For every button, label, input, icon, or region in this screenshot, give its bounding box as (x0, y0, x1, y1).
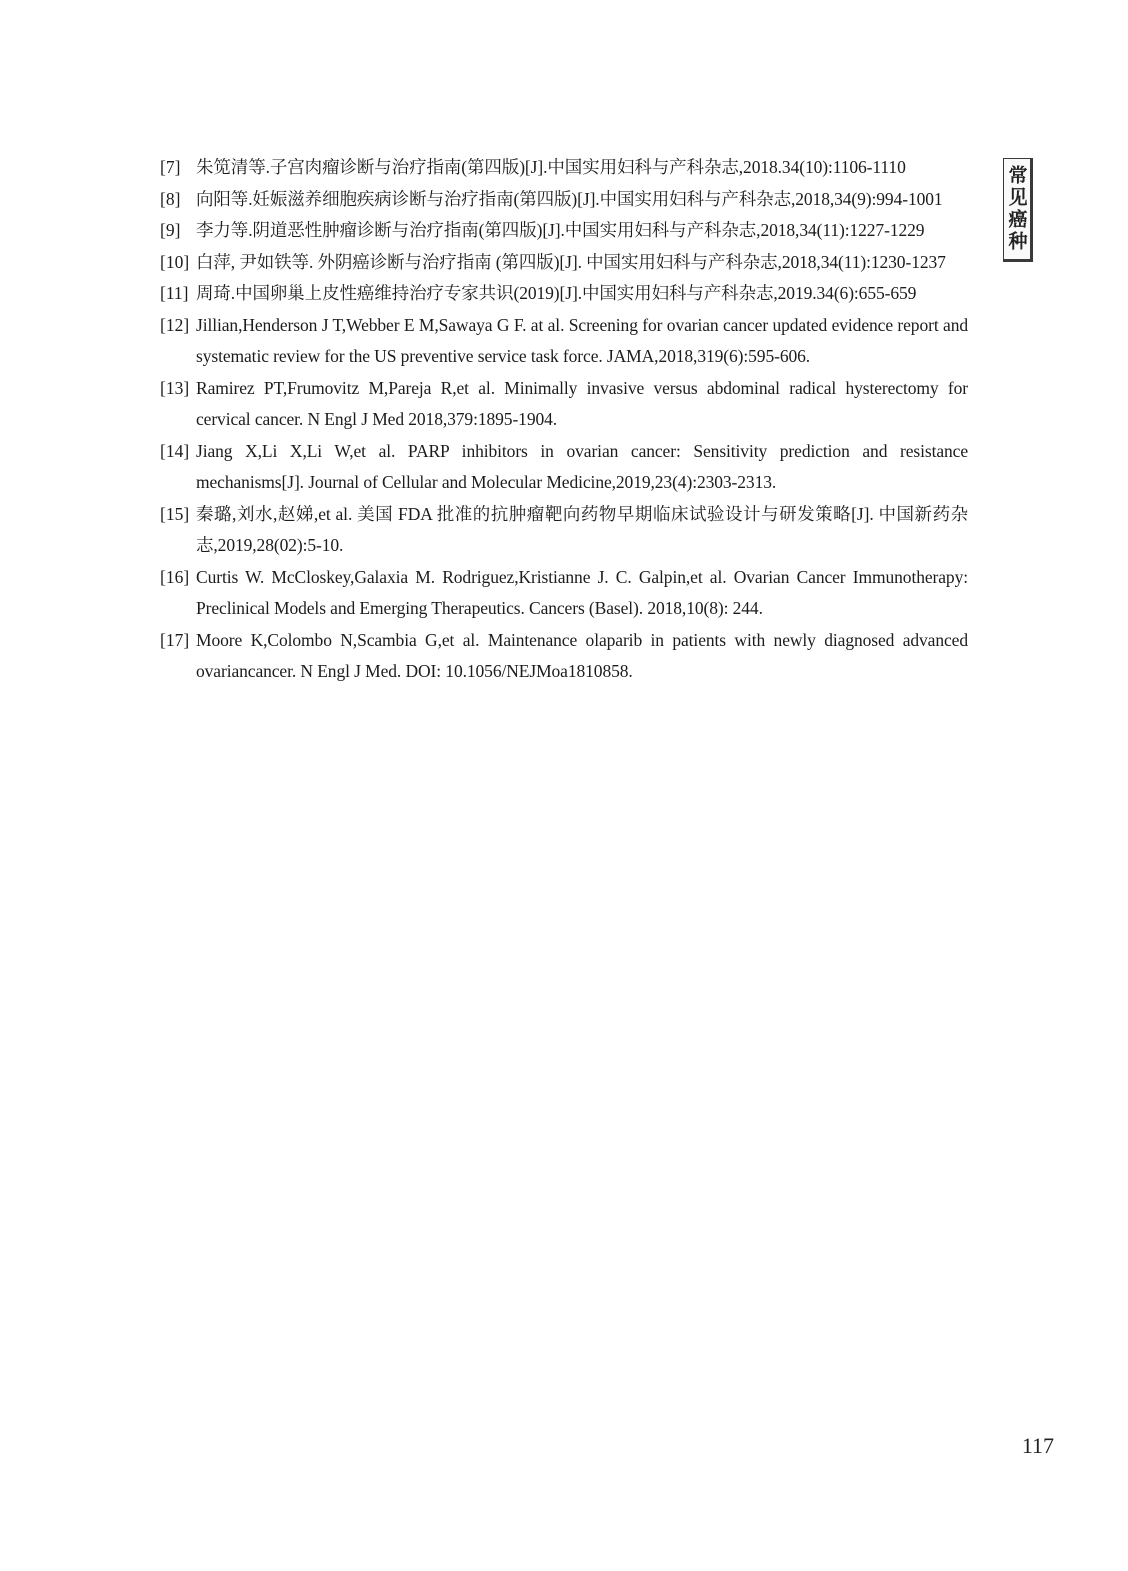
reference-number: [10] (160, 251, 190, 272)
reference-text: 向阳等.妊娠滋养细胞疾病诊断与治疗指南(第四版)[J].中国实用妇科与产科杂志,2018,34(9):994-1001 (196, 188, 943, 209)
reference-item (160, 247, 968, 279)
reference-text: 秦璐,刘水,赵娣,et al. 美国 FDA 批准的抗肿瘤靶向药物早期临床试验设计与研发策略[J]. 中国新药杂志,2019,28(02):5-10. (196, 503, 968, 555)
reference-text: Jillian,Henderson J T,Webber E M,Sawaya G F. at al. Screening for ovarian cancer updated evidence report and systematic review for the US preventive service task force. JAMA,2018,319(6):595-606. (196, 314, 968, 366)
reference-item (160, 278, 968, 310)
reference-number: [14] (160, 440, 190, 461)
reference-item (160, 310, 968, 373)
reference-item (160, 215, 968, 247)
reference-number: [12] (160, 314, 190, 335)
reference-text: Moore K,Colombo N,Scambia G,et al. Maintenance olaparib in patients with newly diagnosed advanced ovariancancer. N Engl J Med. DOI: 10.1056/NEJMoa1810858. (196, 629, 968, 681)
reference-item (160, 625, 968, 688)
reference-item (160, 562, 968, 625)
reference-item (160, 184, 968, 216)
reference-text: Jiang X,Li X,Li W,et al. PARP inhibitors in ovarian cancer: Sensitivity prediction and resistance mechanisms[J]. Journal of Cellular and Molecular Medicine,2019,23(4):2303-2313. (196, 440, 968, 492)
reference-text: 朱笕清等.子宫肉瘤诊断与治疗指南(第四版)[J].中国实用妇科与产科杂志,2018.34(10):1106-1110 (196, 157, 906, 177)
reference-item (160, 373, 968, 436)
reference-number: [8] (160, 188, 181, 209)
reference-text: 周琦.中国卵巢上皮性癌维持治疗专家共识(2019)[J].中国实用妇科与产科杂志,2019.34(6):655-659 (196, 283, 917, 303)
reference-number: [13] (160, 377, 190, 398)
reference-text: Ramirez PT,Frumovitz M,Pareja R,et al. Minimally invasive versus abdominal radical hysterectomy for cervical cancer. N Engl J Med 2018,379:1895-1904. (196, 377, 968, 429)
reference-number: [16] (160, 566, 190, 587)
reference-number: [11] (160, 283, 189, 303)
section-side-tab (1003, 158, 1033, 262)
reference-number: [17] (160, 629, 190, 650)
section-side-tab-label: 常见癌种 (1005, 165, 1028, 253)
reference-text: 白萍, 尹如铁等. 外阴癌诊断与治疗指南 (第四版)[J]. 中国实用妇科与产科杂志,2018,34(11):1230-1237 (196, 251, 946, 272)
reference-number: [15] (160, 503, 190, 524)
reference-item (160, 152, 968, 184)
reference-text: 李力等.阴道恶性肿瘤诊断与治疗指南(第四版)[J].中国实用妇科与产科杂志,2018,34(11):1227-1229 (196, 220, 925, 240)
reference-number: [9] (160, 220, 181, 240)
page-number: 117 (1021, 1433, 1054, 1458)
reference-item (160, 499, 968, 562)
reference-number: [7] (160, 157, 181, 177)
reference-list (160, 152, 968, 688)
reference-item (160, 436, 968, 499)
reference-text: Curtis W. McCloskey,Galaxia M. Rodriguez,Kristianne J. C. Galpin,et al. Ovarian Cancer Immunotherapy: Preclinical Models and Emerging Therapeutics. Cancers (Basel). 2018,10(8): 244. (196, 566, 968, 618)
